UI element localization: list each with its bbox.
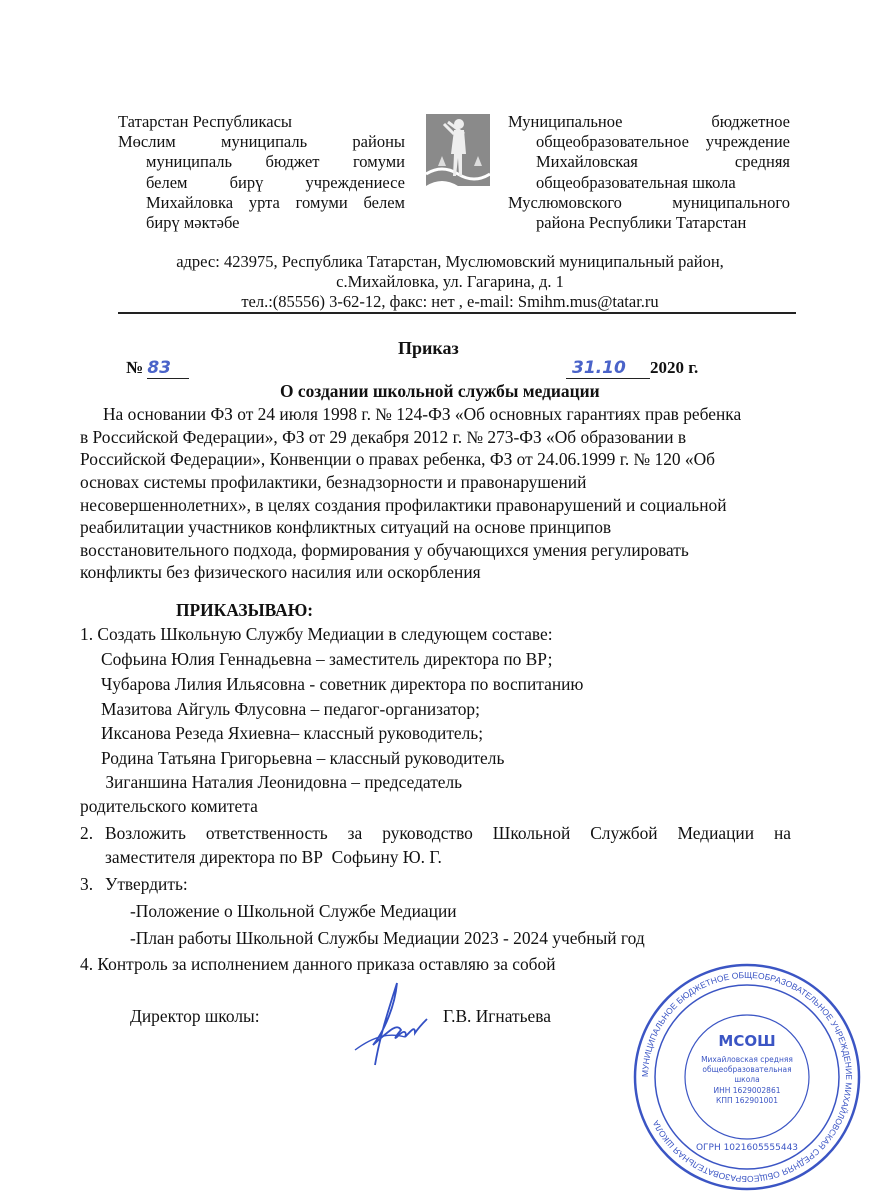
stamp-line: ИНН 1629002861 <box>713 1086 781 1095</box>
address-line: адрес: 423975, Республика Татарстан, Муслюмовский муниципальный район, <box>176 252 724 271</box>
header-left-line: бирү мәктәбе <box>146 213 240 233</box>
item-1: 1. Создать Школьную Службу Медиации в следующем составе: <box>80 624 553 644</box>
member-item: Родина Татьяна Григорьевна – классный руководитель <box>101 748 505 768</box>
order-word: ПРИКАЗЫВАЮ: <box>176 600 314 620</box>
order-title: Приказ <box>398 338 459 358</box>
order-number-row <box>126 358 189 379</box>
member-item: Иксанова Резеда Яхиевна– классный руководитель; <box>101 723 484 743</box>
preamble-line: восстановительного подхода, формирования у обучающихся умения регулировать <box>80 540 689 560</box>
stamp-line: общеобразовательная <box>702 1065 792 1074</box>
order-subject: О создании школьной службы медиации <box>280 381 600 401</box>
stamp-title: МСОШ <box>718 1032 776 1050</box>
header-left-tatar <box>118 112 405 233</box>
header-divider <box>118 312 796 314</box>
coat-of-arms-icon <box>426 114 490 196</box>
header-left-line: Мөслим муниципаль районы <box>118 132 405 152</box>
header-left-line: муниципаль бюджет гомуми <box>146 152 405 172</box>
header-right-line: общеобразовательное учреждение <box>536 132 790 152</box>
header-right-line: района Республики Татарстан <box>536 213 747 233</box>
director-signature <box>335 975 435 1070</box>
signature-position: Директор школы: <box>130 1006 260 1026</box>
preamble-line: основах системы профилактики, безнадзорности и правонарушений <box>80 472 587 492</box>
preamble-line: в Российской Федерации», ФЗ от 29 декабря 2012 г. № 273-ФЗ «Об образовании в <box>80 427 687 447</box>
item-3-text: Утвердить: <box>105 874 188 894</box>
header-right-line: Муслюмовского муниципального <box>508 192 790 212</box>
stamp-line: КПП 162901001 <box>716 1096 778 1105</box>
item-3-sub: -План работы Школьной Службы Медиации 2023 - 2024 учебный год <box>130 928 645 948</box>
preamble-line: несовершеннолетних», в целях создания профилактики правонарушений и социальной <box>80 495 727 515</box>
stamp-ogrn: ОГРН 1021605555443 <box>695 1143 799 1153</box>
member-item: Софьина Юлия Геннадьевна – заместитель директора по ВР; <box>101 649 553 669</box>
preamble-line: конфликты без физического насилия или оскорбления <box>80 562 481 582</box>
item-3-sub: -Положение о Школьной Службе Медиации <box>130 901 457 921</box>
header-left-line: Татарстан Республикасы <box>118 112 292 131</box>
item-4: 4. Контроль за исполнением данного приказа оставляю за собой <box>80 954 556 974</box>
header-left-line: Михайловка урта гомуми белем <box>146 192 405 212</box>
preamble-line: Российской Федерации», Конвенции о правах ребенка, ФЗ от 24.06.1999 г. № 120 «Об <box>80 449 716 469</box>
header-right-line: Муниципальное бюджетное <box>508 112 790 131</box>
order-date: 31.10 <box>566 358 650 379</box>
order-number: 83 <box>147 358 189 379</box>
stamp-line: школа <box>734 1075 760 1084</box>
item-3-number: 3. <box>80 874 94 894</box>
item-2-text-cont: заместителя директора по ВР Софьину Ю. Г. <box>105 847 442 867</box>
member-item-continuation: родительского комитета <box>80 796 258 816</box>
number-label: № <box>126 358 144 377</box>
header-right-russian <box>508 112 790 233</box>
order-year: 2020 г. <box>650 358 699 377</box>
header-left-line: белем бирү учреждениесе <box>146 172 405 192</box>
preamble-line: реабилитации участников конфликтных ситуаций на основе принципов <box>80 517 612 537</box>
member-item: Зиганшина Наталия Леонидовна – председатель <box>101 772 463 792</box>
stamp-ring-text: МУНИЦИПАЛЬНОЕ БЮДЖЕТНОЕ ОБЩЕОБРАЗОВАТЕЛЬНОЕ УЧРЕЖДЕНИЕ МИХАЙЛОВСКАЯ СРЕДНЯЯ ОБЩЕОБРАЗОВАТЕЛЬНАЯ ШКОЛА <box>639 969 855 1185</box>
school-stamp <box>632 962 862 1192</box>
signature-name: Г.В. Игнатьева <box>443 1006 551 1026</box>
member-item: Мазитова Айгуль Флусовна – педагог-организатор; <box>101 699 480 719</box>
item-2-number: 2. <box>80 823 94 843</box>
header-right-line: общеобразовательная школа <box>536 172 736 192</box>
address-line: с.Михайловка, ул. Гагарина, д. 1 <box>336 272 564 291</box>
contact-line: тел.:(85556) 3-62-12, факс: нет , e-mail: Smihm.mus@tatar.ru <box>241 292 659 311</box>
member-item: Чубарова Лилия Ильясовна - советник директора по воспитанию <box>101 674 584 694</box>
preamble-line: На основании ФЗ от 24 июля 1998 г. № 124-ФЗ «Об основных гарантиях прав ребенка <box>103 404 742 424</box>
header-right-line: Михайловская средняя <box>536 152 790 172</box>
stamp-line: Михайловская средняя <box>701 1055 793 1064</box>
order-date-row <box>566 358 698 379</box>
item-2-text: Возложить ответственность за руководство Школьной Службой Медиации на <box>105 823 791 843</box>
